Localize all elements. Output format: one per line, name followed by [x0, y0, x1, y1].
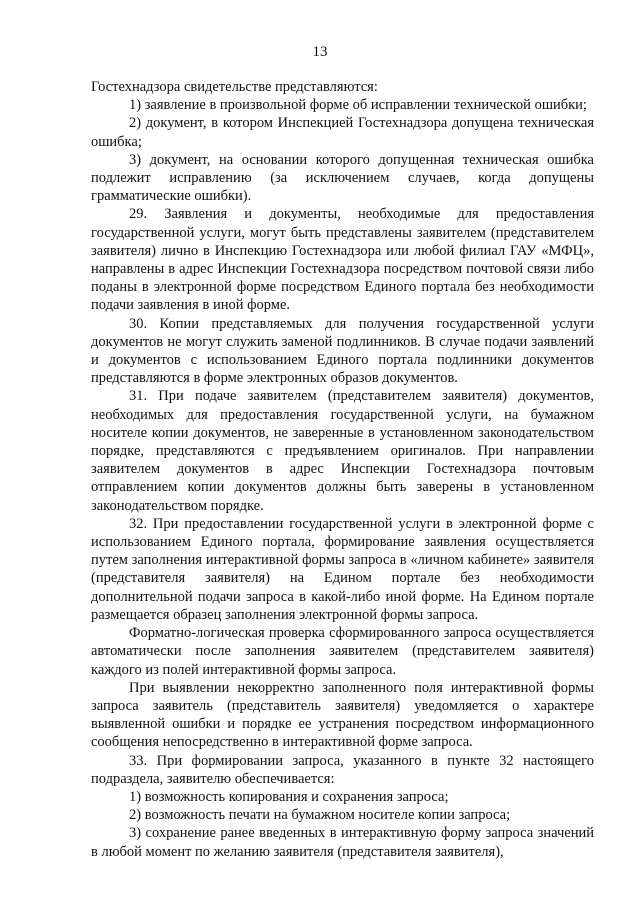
clause-30: 30. Копии представляемых для получения государственной услуги документов не могут служить заменой подлинников. В случае подачи заявлений и документов с использованием Единого портала подлинники документов представляются в форме электронных образов документов.: [91, 315, 594, 387]
clause-33-item-3: 3) сохранение ранее введенных в интерактивную форму запроса значений в любой момент по желанию заявителя (представителя заявителя),: [91, 825, 594, 860]
paragraph-continuation: Гостехнадзора свидетельстве представляются:: [91, 79, 378, 95]
paragraph-format-check: Форматно-логическая проверка сформированного запроса осуществляется автоматически после заполнения заявителем (представителем заявителя) каждого из полей интерактивной формы запроса.: [91, 625, 594, 678]
paragraph-error-notice: При выявлении некорректно заполненного поля интерактивной формы запроса заявитель (представитель заявителя) уведомляется о характере выявленной ошибки и порядке ее устранения посредством информационного сообщения непосредственно в интерактивной форме запроса.: [91, 679, 594, 751]
clause-29: 29. Заявления и документы, необходимые для предоставления государственной услуги, могут быть представлены заявителем (представителем заявителя) лично в Инспекцию Гостехнадзора или любой филиал ГАУ «МФЦ», направлены в адрес Инспекции Гостехнадзора посредством почтовой связи либо поданы в электронной форме посредством Единого портала без необходимости подачи заявления в иной форме.: [91, 206, 594, 314]
page-number: 13: [312, 44, 328, 60]
clause-31: 31. При подаче заявителем (представителем заявителя) документов, необходимых для предоставления государственной услуги, на бумажном носителе копии документов, не заверенные в установленном законодательством порядке, представляются с предъявлением оригиналов. При направлении заявителем документов в адрес Инспекции Гостехнадзора почтовым отправлением копии документов должны быть заверены в установленном законодательством порядке.: [91, 388, 594, 514]
list-item-2: 2) документ, в котором Инспекцией Гостехнадзора допущена техническая ошибка;: [91, 115, 594, 150]
document-body: [91, 78, 594, 861]
clause-33: 33. При формировании запроса, указанного в пункте 32 настоящего подраздела, заявителю обеспечивается:: [91, 752, 594, 787]
clause-33-item-2: 2) возможность печати на бумажном носителе копии запроса;: [129, 807, 511, 824]
list-item-1: 1) заявление в произвольной форме об исправлении технической ошибки;: [129, 97, 587, 114]
list-item-3: 3) документ, на основании которого допущенная техническая ошибка подлежит исправлению (за исключением случаев, когда допущены грамматические ошибки).: [91, 151, 594, 205]
clause-33-item-1: 1) возможность копирования и сохранения запроса;: [129, 788, 449, 805]
clause-32: 32. При предоставлении государственной услуги в электронной форме с использованием Единого портала, формирование заявления осуществляется путем заполнения интерактивной формы запроса в «личном кабинете» заявителя (представителя заявителя) на Едином портале без необходимости дополнительной подачи запроса в какой-либо иной форме. На Едином портале размещается образец заполнения электронной формы запроса.: [91, 515, 594, 623]
